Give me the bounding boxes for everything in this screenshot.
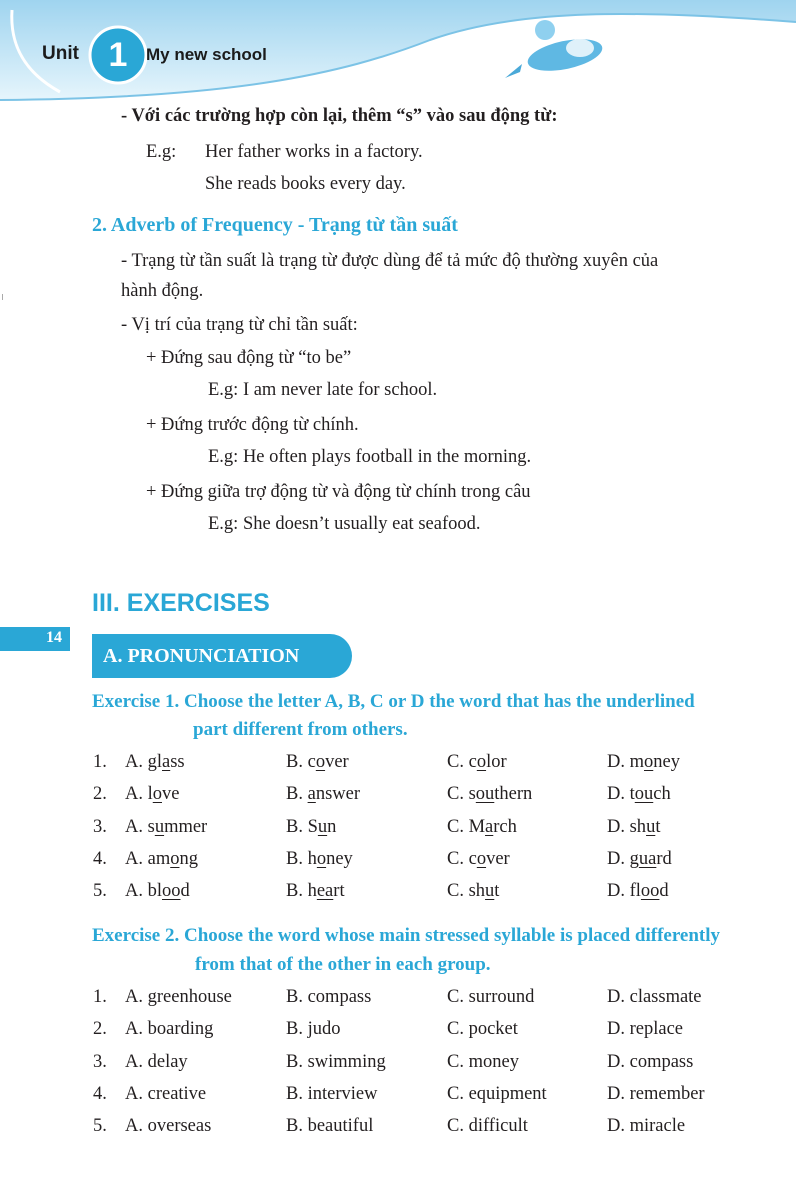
position-example: E.g: He often plays football in the morning. [208,447,532,467]
answer-option: D. miracle [607,1116,686,1137]
margin-mark [2,294,7,300]
position-example: E.g: I am never late for school. [208,380,438,400]
answer-option: B. Sun [286,816,337,837]
answer-option: C. cover [447,848,510,869]
definition-line: - Trạng từ tần suất là trạng từ được dùng để tả mức độ thường xuyên của [121,251,659,271]
underlined-part: oo [162,881,181,902]
underlined-part: a [307,784,316,805]
answer-option: B. honey [286,848,353,869]
underlined-part: oo [640,881,660,902]
section-2-title: 2. Adverb of Frequency - Trạng từ tần suất [92,214,458,236]
underlined-part: u [646,816,656,837]
underlined-part: ua [638,848,657,869]
exercise-2-title: from that of the other in each group. [195,954,491,975]
answer-option: A. creative [125,1083,207,1104]
answer-option: B. beautiful [286,1116,374,1137]
answer-option: D. classmate [607,987,702,1007]
underlined-part: o [170,848,180,869]
question-number: 2. [93,784,107,805]
answer-option: B. cover [286,752,349,772]
question-number: 1. [93,987,107,1007]
underlined-part: o [644,752,654,772]
underlined-part: a [162,752,171,772]
question-number: 5. [93,881,107,902]
question-number: 1. [93,752,107,772]
underlined-part: a [485,816,494,837]
rule-line: - Với các trường hợp còn lại, thêm “s” vào sau động từ: [121,106,558,126]
answer-option: C. March [447,816,517,837]
rocket-decoration [505,20,613,78]
answer-option: C. money [447,1051,519,1072]
question-number: 4. [93,1083,107,1104]
answer-option: C. equipment [447,1083,547,1104]
underlined-part: o [476,848,487,869]
eg-label: E.g: [146,142,177,162]
underlined-part: u [154,816,165,837]
answer-option: A. glass [125,752,185,772]
answer-option: A. boarding [125,1019,214,1040]
answer-option: C. shut [447,881,500,902]
exercises-heading: III. EXERCISES [92,589,270,617]
answer-option: B. answer [286,784,360,805]
exercise-2-title: Exercise 2. Choose the word whose main stressed syllable is placed differently [92,925,721,946]
answer-option: D. replace [607,1019,684,1040]
answer-option: A. summer [125,816,208,837]
unit-title: My new school [146,45,267,64]
underlined-part: u [485,881,495,902]
unit-number: 1 [108,36,128,74]
underlined-part: o [476,752,487,772]
page-number: 14 [46,629,62,646]
answer-option: D. touch [607,784,671,805]
underlined-part: o [152,784,162,805]
question-number: 3. [93,1051,107,1072]
exercise-1-title: part different from others. [193,719,408,740]
answer-option: C. pocket [447,1019,518,1040]
answer-option: C. color [447,752,507,772]
question-number: 4. [93,848,107,869]
definition-line: hành động. [121,281,204,301]
underlined-part: ou [475,784,495,805]
exercise-1-title: Exercise 1. Choose the letter A, B, C or D the word that has the underlined [92,691,695,712]
answer-option: A. greenhouse [125,987,232,1007]
answer-option: D. remember [607,1083,705,1104]
position-rule: + Đứng giữa trợ động từ và động từ chính trong câu [146,482,531,502]
answer-option: A. love [125,784,180,805]
answer-option: D. money [607,752,680,772]
underlined-part: o [315,752,326,772]
pronunciation-label: A. PRONUNCIATION [103,645,300,667]
position-rule: + Đứng trước động từ chính. [146,415,359,435]
underlined-part: ea [316,881,334,902]
answer-option: B. swimming [286,1051,386,1072]
answer-option: B. interview [286,1083,378,1104]
underlined-part: u [317,816,328,837]
answer-option: A. delay [125,1051,188,1072]
answer-option: B. heart [286,881,345,902]
position-rule: + Đứng sau động từ “to be” [146,348,352,368]
answer-option: A. among [125,848,198,869]
answer-option: B. compass [286,987,372,1007]
answer-option: A. blood [125,881,190,902]
example-sentence: She reads books every day. [205,174,406,194]
question-number: 3. [93,816,107,837]
answer-option: C. surround [447,987,535,1007]
answer-option: C. difficult [447,1116,528,1137]
position-intro: - Vị trí của trạng từ chỉ tần suất: [121,315,358,335]
underlined-part: o [316,848,327,869]
answer-option: D. compass [607,1051,694,1072]
example-sentence: Her father works in a factory. [205,142,423,162]
answer-option: D. shut [607,816,661,837]
question-number: 5. [93,1116,107,1137]
answer-option: A. overseas [125,1116,212,1137]
unit-label: Unit [42,43,79,64]
answer-option: C. southern [447,784,533,805]
question-number: 2. [93,1019,107,1040]
answer-option: D. flood [607,881,669,902]
position-example: E.g: She doesn’t usually eat seafood. [208,514,481,534]
answer-option: D. guard [607,848,672,869]
answer-option: B. judo [286,1019,341,1040]
underlined-part: ou [634,784,654,805]
